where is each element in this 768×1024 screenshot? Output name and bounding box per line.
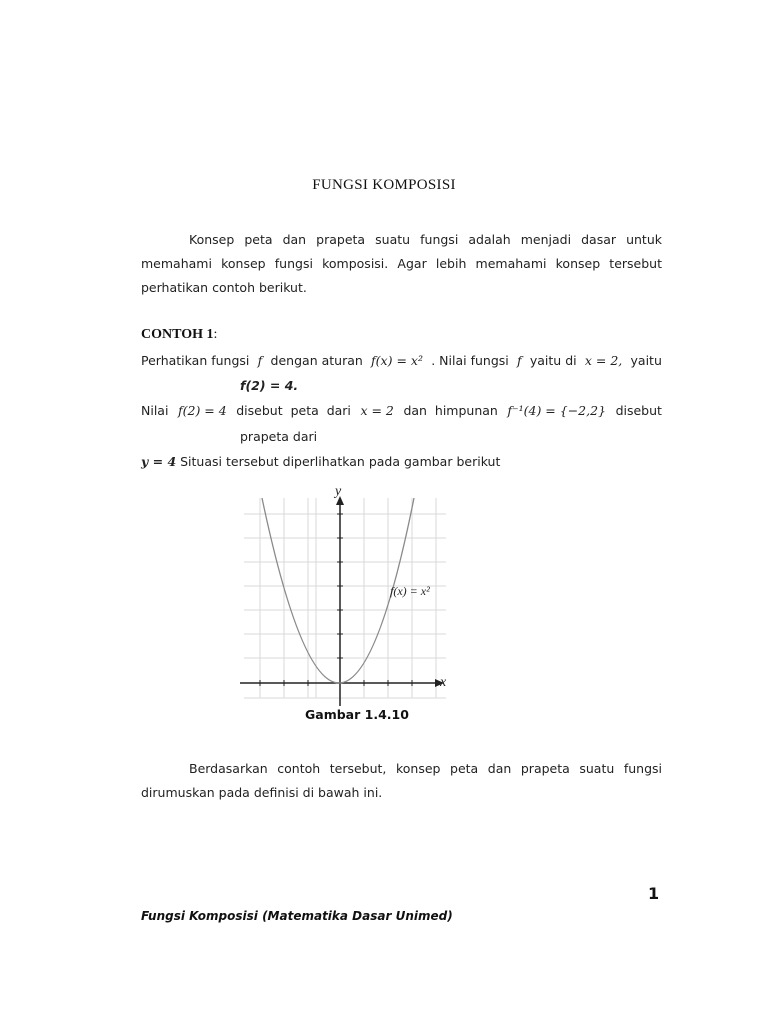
function-rule: f(x) = x² bbox=[371, 353, 423, 368]
x-axis-label: x bbox=[440, 675, 447, 690]
page-footer: Fungsi Komposisi (Matematika Dasar Unimed) bbox=[141, 909, 453, 923]
figure-caption: Gambar 1.4.10 bbox=[305, 707, 409, 722]
example-line-5: y = 4 Situasi tersebut diperlihatkan pada gambar berikut bbox=[141, 454, 501, 469]
grid bbox=[244, 498, 446, 698]
inverse-image: f⁻¹(4) = {−2,2} bbox=[507, 403, 607, 418]
example-line-3: Nilai f(2) = 4 disebut peta dari x = 2 dan himpunan f⁻¹(4) = {−2,2} disebut bbox=[141, 403, 662, 418]
example-line-2: f(2) = 4. bbox=[240, 378, 299, 393]
y-axis-label: y bbox=[335, 484, 342, 499]
example-line-4: prapeta dari bbox=[240, 429, 318, 444]
page-title: FUNGSI KOMPOSISI bbox=[312, 177, 456, 193]
page-number: 1 bbox=[648, 884, 660, 903]
parabola-graph bbox=[236, 480, 480, 710]
conclusion-paragraph bbox=[141, 757, 662, 805]
curve-label: f(x) = x² bbox=[390, 584, 430, 598]
conclusion-text: Berdasarkan contoh tersebut, konsep peta dan prapeta suatu fungsi dirumuskan pada definisi di bawah ini. bbox=[141, 761, 662, 800]
example-line-1: Perhatikan fungsi f dengan aturan f(x) = x² . Nilai fungsi f yaitu di x = 2, yaitu bbox=[141, 353, 662, 368]
intro-text: Konsep peta dan prapeta suatu fungsi adalah menjadi dasar untuk memahami konsep fungsi komposisi. Agar lebih memahami konsep tersebut perhatikan contoh berikut. bbox=[141, 232, 662, 295]
intro-paragraph bbox=[141, 228, 662, 300]
example-heading: CONTOH 1: bbox=[141, 327, 218, 342]
